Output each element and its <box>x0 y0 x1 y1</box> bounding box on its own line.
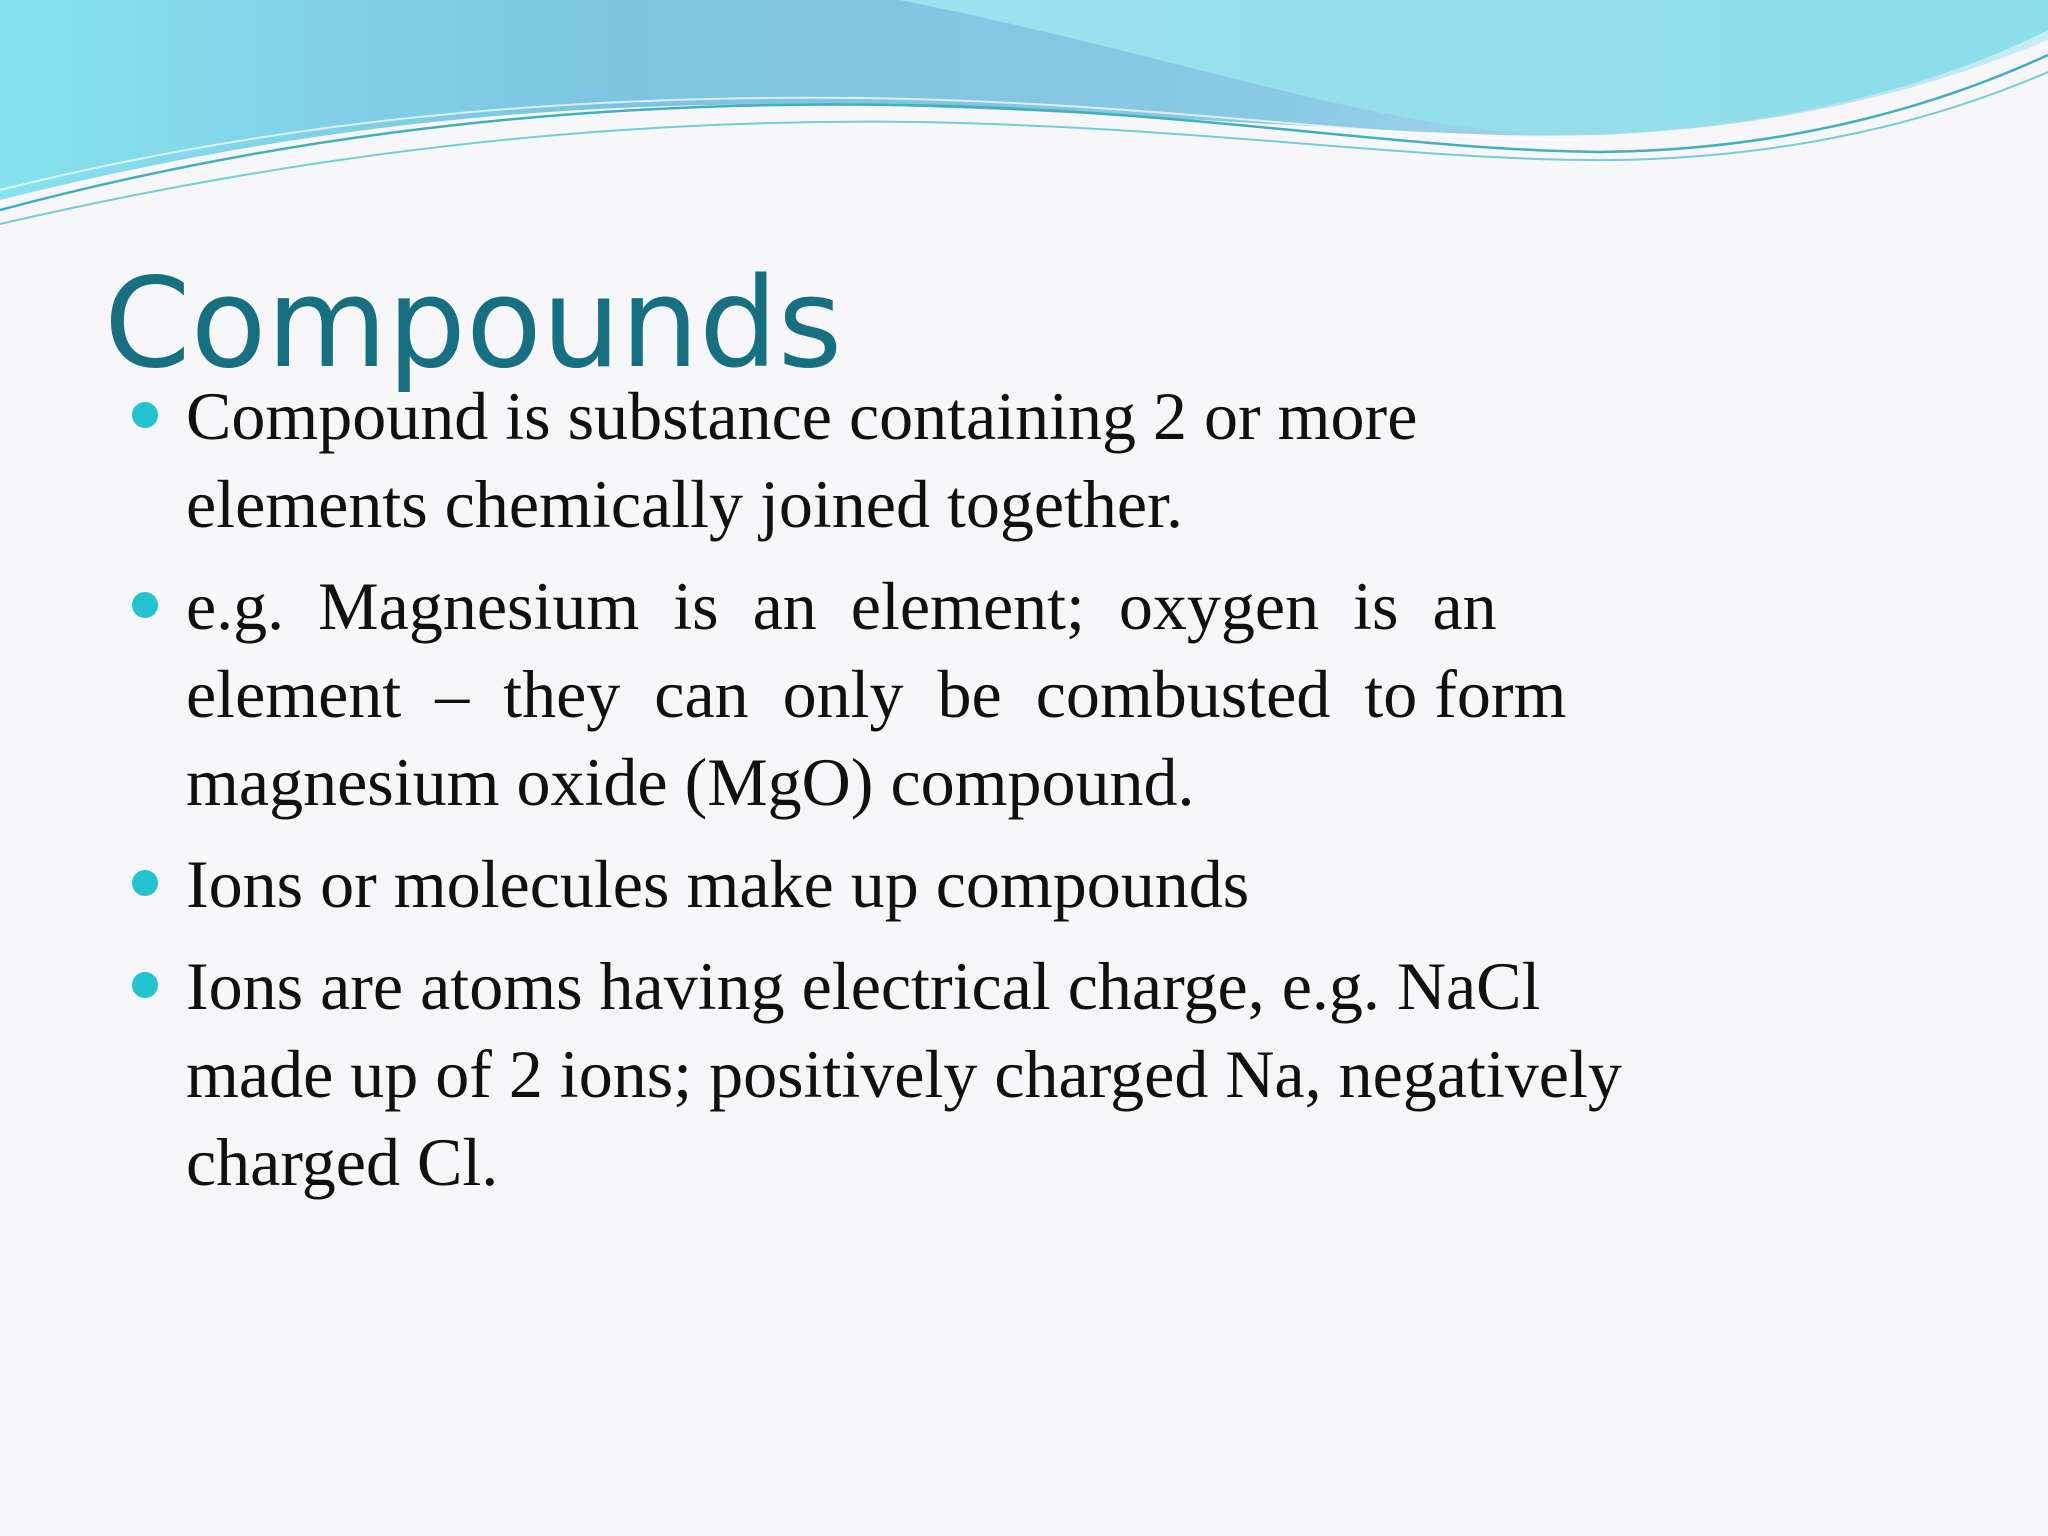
bullet-item-compound-definition <box>186 372 1826 548</box>
bullet-line: e.g. Magnesium is an element; oxygen is an <box>186 568 1497 644</box>
bullet-dot-icon <box>132 402 158 428</box>
bullet-item-ions-definition <box>186 942 1826 1206</box>
bullet-list <box>186 372 1826 1220</box>
header-wave-decoration <box>0 0 2048 240</box>
bullet-line: Ions or molecules make up compounds <box>186 846 1250 922</box>
bullet-line: magnesium oxide (MgO) compound. <box>186 744 1195 820</box>
bullet-dot-icon <box>132 870 158 896</box>
bullet-item-magnesium-example <box>186 562 1826 826</box>
bullet-item-ions-molecules <box>186 840 1826 928</box>
bullet-line: Compound is substance containing 2 or more <box>186 378 1418 454</box>
bullet-line: charged Cl. <box>186 1124 499 1200</box>
slide-title: Compounds <box>104 252 843 396</box>
bullet-line: made up of 2 ions; positively charged Na, negatively <box>186 1036 1622 1112</box>
bullet-dot-icon <box>132 972 158 998</box>
bullet-line: Ions are atoms having electrical charge, e.g. NaCl <box>186 948 1541 1024</box>
bullet-line: elements chemically joined together. <box>186 466 1183 542</box>
bullet-dot-icon <box>132 592 158 618</box>
bullet-line: element – they can only be combusted to form <box>186 656 1567 732</box>
